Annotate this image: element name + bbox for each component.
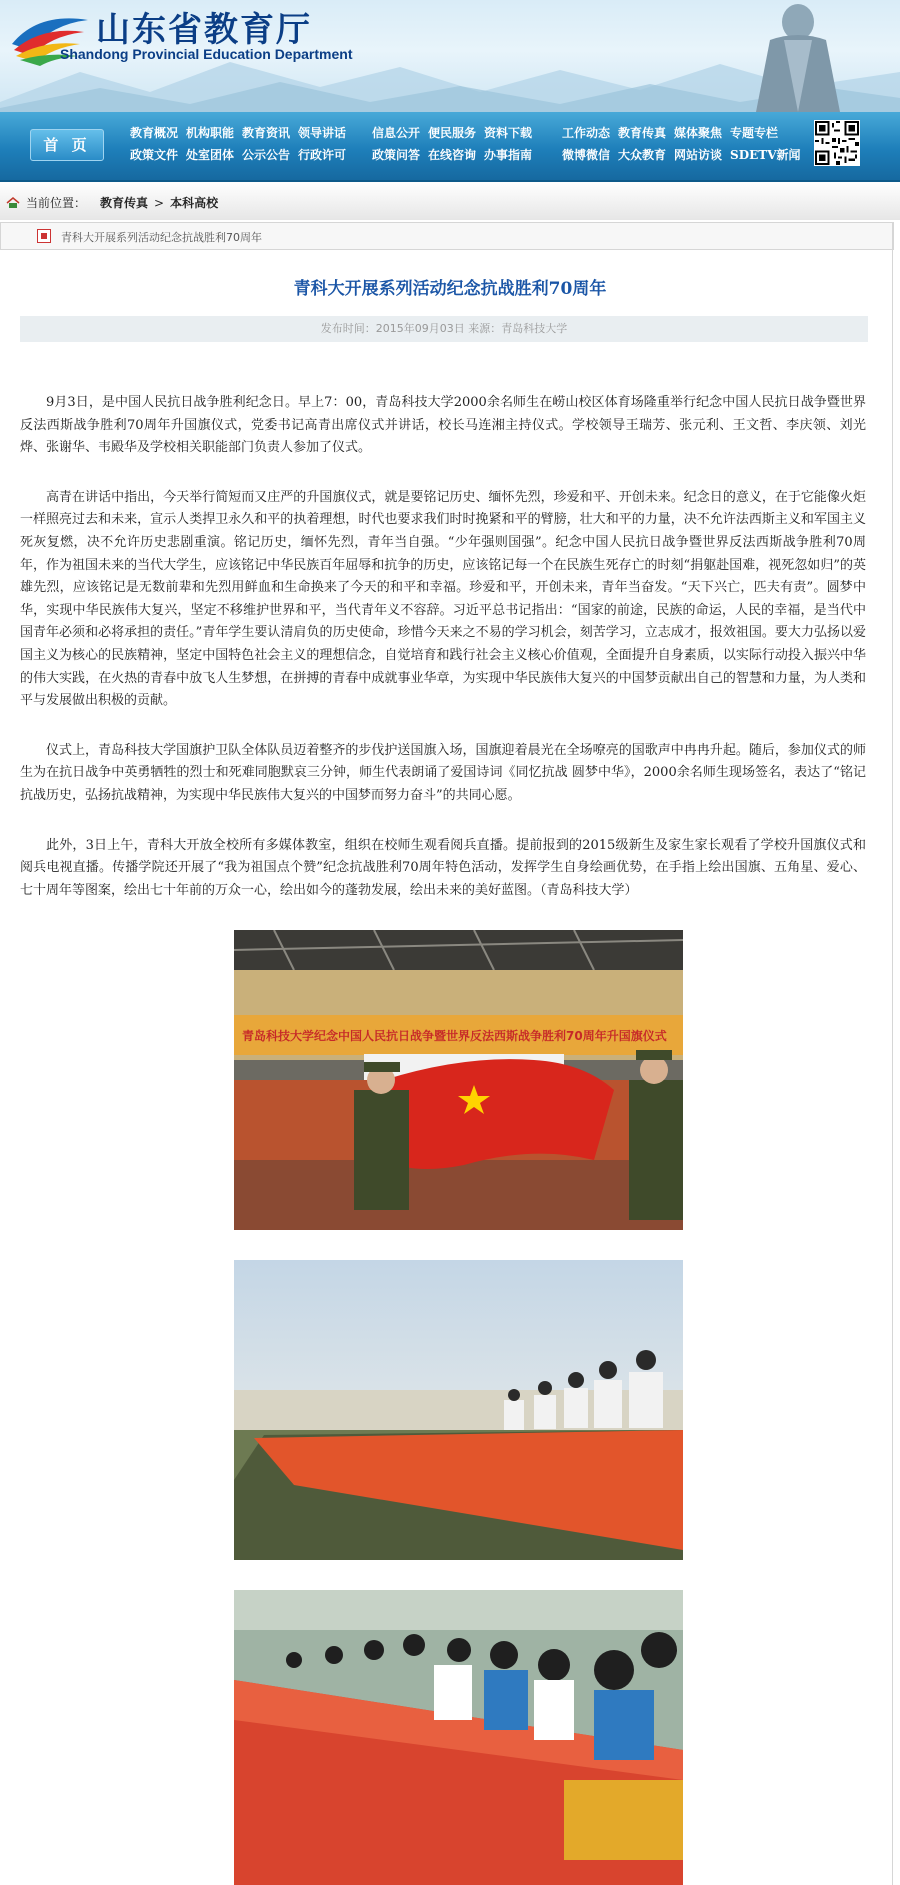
nav-link[interactable]: 教育传真	[618, 126, 667, 140]
nav-link[interactable]: 专题专栏	[730, 126, 779, 140]
photo-students-signing	[234, 1590, 683, 1885]
photo-signing-ceremony	[234, 1260, 683, 1560]
nav-link[interactable]: 行政许可	[298, 148, 347, 162]
nav-link[interactable]: 大众教育	[618, 148, 667, 162]
nav-link[interactable]: 网站访谈	[674, 148, 723, 162]
nav-group-3	[562, 122, 801, 166]
nav-link[interactable]: 处室团体	[186, 148, 235, 162]
site-subtitle: Shandong Provincial Education Department	[60, 46, 353, 62]
nav-link[interactable]: 在线咨询	[428, 148, 477, 162]
article-paragraph: 仪式上，青岛科技大学国旗护卫队全体队员迈着整齐的步伐护送国旗入场，国旗迎着晨光在全场嘹亮的国歌声中冉冉升起。随后，参加仪式的师生为在抗日战争中英勇牺牲的烈士和死难同胞默哀三分钟，师生代表朗诵了爱国诗词《同忆抗战 圆梦中华》，2000余名师生现场签名，表达了“铭记抗战历史，弘扬抗战精神，为实现中华民族伟大复兴的中国梦而努力奋斗”的共同心愿。	[20, 742, 866, 803]
home-icon	[6, 197, 20, 209]
confucius-statue-image	[720, 0, 870, 112]
nav-link[interactable]: 便民服务	[428, 126, 477, 140]
nav-group-2	[372, 122, 532, 166]
nav-link[interactable]: 资料下载	[484, 126, 533, 140]
nav-link[interactable]: SDETV新闻	[730, 148, 801, 162]
nav-link[interactable]: 媒体聚焦	[674, 126, 723, 140]
breadcrumb-item-education-news[interactable]: 教育传真	[100, 196, 149, 210]
site-title: 山东省教育厅	[96, 10, 312, 50]
nav-link[interactable]: 信息公开	[372, 126, 421, 140]
breadcrumb-label: 当前位置：	[26, 196, 87, 210]
nav-group-1	[130, 122, 346, 166]
breadcrumb-item-universities[interactable]: 本科高校	[170, 196, 219, 210]
site-banner	[0, 0, 900, 112]
signing-ceremony-image	[234, 1260, 683, 1560]
article-paragraph: 此外，3日上午，青科大开放全校所有多媒体教室，组织在校师生观看阅兵直播。提前报到的2015级新生及家生家长观看了学校升国旗仪式和阅兵电视直播。传播学院还开展了“我为祖国点个赞”纪念抗战胜利70周年特色活动，发挥学生自身绘画优势，在手指上绘出国旗、五角星、爱心、七十周年等图案，绘出七十年前的万众一心，绘出如今的蓬勃发展，绘出未来的美好蓝图。（青岛科技大学）	[20, 837, 866, 898]
nav-home-button[interactable]: 首 页	[30, 129, 104, 161]
nav-link[interactable]: 领导讲话	[298, 126, 347, 140]
article-paragraph: 高青在讲话中指出，今天举行简短而又庄严的升国旗仪式，就是要铭记历史、缅怀先烈，珍爱和平、开创未来。纪念日的意义，在于它能像火炬一样照亮过去和未来，宣示人类捍卫永久和平的执着理想，时代也要求我们时时挽紧和平的臂膀，壮大和平的力量，决不允许法西斯主义和军国主义死灰复燃，决不允许历史悲剧重演。铭记历史，缅怀先烈，青年当自强。“少年强则国强”。纪念中国人民抗日战争暨世界反法西斯战争胜利70周年，作为祖国未来的当代大学生，应该铭记中华民族百年屈辱和抗争的历史，应该铭记每一个在民族生死存亡的时刻“捐躯赴国难，视死忽如归”的英雄先烈，应该铭记是无数前辈和先烈用鲜血和生命换来了今天的和平和幸福。珍爱和平，开创未来，青年当奋发。“天下兴亡，匹夫有责”。圆梦中华，实现中华民族伟大复兴，坚定不移维护世界和平，当代青年义不容辞。习近平总书记指出：“国家的前途，民族的命运，人民的幸福，是当代中国青年必须和必将承担的责任。”青年学生要认清肩负的历史使命，珍惜今天来之不易的学习机会，刻苦学习，立志成才，报效祖国。要大力弘扬以爱国主义为核心的民族精神，坚定中国特色社会主义的理想信念，自觉培育和践行社会主义核心价值观，全面提升自身素质，以实际行动投入振兴中华的伟大实践，在火热的青春中放飞人生梦想，在拼搏的青春中成就事业华章，为实现中华民族伟大复兴的中国梦贡献出自己的智慧和力量，为人类和平与发展做出积极的贡献。	[20, 489, 866, 709]
nav-link[interactable]: 教育资讯	[242, 126, 291, 140]
article-title: 青科大开展系列活动纪念抗战胜利70周年	[293, 279, 607, 299]
photo-flag-ceremony	[234, 930, 683, 1230]
article-title-strip	[0, 222, 894, 250]
nav-link[interactable]: 办事指南	[484, 148, 533, 162]
qr-code-icon	[814, 120, 860, 166]
nav-link[interactable]: 公示公告	[242, 148, 291, 162]
strip-title: 青科大开展系列活动纪念抗战胜利70周年	[61, 231, 262, 244]
main-navigation	[0, 112, 900, 182]
nav-link[interactable]: 机构职能	[186, 126, 235, 140]
flag-ceremony-image	[234, 930, 683, 1230]
breadcrumb-separator: >	[154, 195, 165, 210]
content-border	[892, 222, 893, 1885]
nav-link[interactable]: 政策问答	[372, 148, 421, 162]
breadcrumb	[6, 194, 218, 211]
nav-link[interactable]: 工作动态	[562, 126, 611, 140]
article-paragraph: 9月3日，是中国人民抗日战争胜利纪念日。早上7：00，青岛科技大学2000余名师生在崂山校区体育场隆重举行纪念中国人民抗日战争暨世界反法西斯战争胜利70周年升国旗仪式，党委书记高青出席仪式并讲话，校长马连湘主持仪式。学校领导王瑞芳、张元利、王文哲、李庆领、刘光烨、张谢华、韦殿华及学校相关职能部门负责人参加了仪式。	[20, 395, 866, 456]
article-meta: 发布时间：2015年09月03日 来源：青岛科技大学	[20, 316, 868, 342]
bullet-icon	[37, 229, 51, 243]
students-signing-image	[234, 1590, 683, 1885]
event-banner-text: 青岛科技大学纪念中国人民抗日战争暨世界反法西斯战争胜利70周年升国旗仪式	[242, 1029, 667, 1043]
nav-link[interactable]: 微博微信	[562, 148, 611, 162]
nav-link[interactable]: 政策文件	[130, 148, 179, 162]
article-body	[20, 392, 866, 929]
nav-link[interactable]: 教育概况	[130, 126, 179, 140]
breadcrumb-bar	[0, 182, 900, 220]
